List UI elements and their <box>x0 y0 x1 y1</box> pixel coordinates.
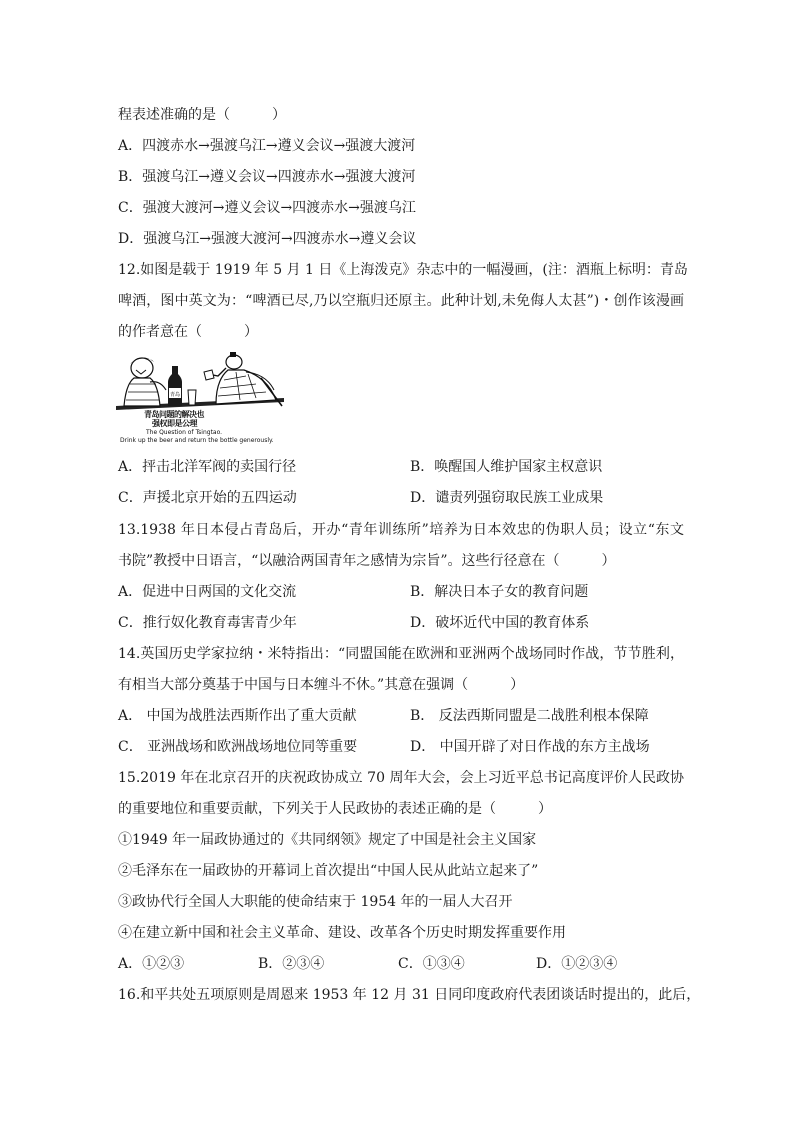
q15-option-d: D．①②③④ <box>536 956 618 972</box>
cartoon-caption-en-1: The Question of Tsingtao. <box>146 429 223 436</box>
q12-option-a: A．抨击北洋军阀的卖国行径 <box>118 459 297 475</box>
q15-option-b: B．②③④ <box>258 956 325 972</box>
q12-stem-line-1: 12.如图是载于 1919 年 5 月 1 日《上海泼克》杂志中的一幅漫画，(注：酒瓶上标明：青岛 <box>118 262 688 278</box>
q11-option-d: D．强渡乌江→强渡大渡河→四渡赤水→遵义会议 <box>118 231 417 247</box>
q16-stem-line-1: 16.和平共处五项原则是周恩来 1953 年 12 月 31 日同印度政府代表团谈话时提出的，此后， <box>118 987 701 1003</box>
cartoon-caption-cn-2: 强权即是公理 <box>152 418 197 428</box>
q15-option-a: A．①②③ <box>118 956 185 972</box>
q11-option-a: A．四渡赤水→强渡乌江→遵义会议→强渡大渡河 <box>118 138 416 154</box>
q15-item-3: ③政协代行全国人大职能的使命结束于 1954 年的一届人大召开 <box>118 894 513 910</box>
q15-item-4: ④在建立新中国和社会主义革命、建设、改革各个历史时期发挥重要作用 <box>118 925 566 941</box>
q13-option-d: D．破坏近代中国的教育体系 <box>410 615 590 631</box>
q13-option-a: A．促进中日两国的文化交流 <box>118 584 297 600</box>
q12-stem-line-3: 的作者意在（ ） <box>118 324 258 340</box>
q14-stem-line-2: 有相当大部分奠基于中国与日本缠斗不休。”其意在强调（ ） <box>118 677 525 693</box>
q12-option-c: C．声援北京开始的五四运动 <box>118 490 297 506</box>
q12-option-b: B．唤醒国人维护国家主权意识 <box>410 459 603 475</box>
q14-option-d: D． 中国开辟了对日作战的东方主战场 <box>410 739 650 755</box>
q14-option-b: B． 反法西斯同盟是二战胜利根本保障 <box>410 708 649 724</box>
q13-stem-line-2: 书院”教授中日语言，“以融洽两国青年之感情为宗旨”。这些行径意在（ ） <box>118 553 616 569</box>
q12-stem-line-2: 啤酒，图中英文为：“啤酒已尽,乃以空瓶归还原主。此种计划,未免侮人太甚”)・创作该漫画 <box>118 293 684 309</box>
cartoon-caption-en-2: Drink up the beer and return the bottle generously. <box>120 437 274 444</box>
q14-stem-line-1: 14.英国历史学家拉纳・米特指出：“同盟国能在欧洲和亚洲两个战场同时作战，节节胜利， <box>118 646 684 662</box>
q11-stem-tail: 程表述准确的是（ ） <box>118 107 286 123</box>
q13-option-c: C．推行奴化教育毒害青少年 <box>118 615 297 631</box>
q14-option-a: A． 中国为战胜法西斯作出了重大贡献 <box>118 708 357 724</box>
q11-option-c: C．强渡大渡河→遵义会议→四渡赤水→强渡乌江 <box>118 200 416 216</box>
q11-option-b: B．强渡乌江→遵义会议→四渡赤水→强渡大渡河 <box>118 169 416 185</box>
q12-option-d: D．谴责列强窃取民族工业成果 <box>410 490 604 506</box>
bottle-label: 青岛 <box>169 392 181 398</box>
q15-option-c: C．①③④ <box>398 956 465 972</box>
q15-stem-line-1: 15.2019 年在北京召开的庆祝政协成立 70 周年大会，会上习近平总书记高度评价人民政协 <box>118 770 684 786</box>
cartoon-caption-cn-1: 青岛问题的解决也 <box>144 409 204 419</box>
q14-option-c: C． 亚洲战场和欧洲战场地位同等重要 <box>118 739 358 755</box>
q15-item-1: ①1949 年一届政协通过的《共同纲领》规定了中国是社会主义国家 <box>118 832 537 848</box>
cartoon-figure <box>116 350 284 444</box>
q15-stem-line-2: 的重要地位和重要贡献，下列关于人民政协的表述正确的是（ ） <box>118 801 552 817</box>
q13-option-b: B．解决日本子女的教育问题 <box>410 584 589 600</box>
q15-item-2: ②毛泽东在一届政协的开幕词上首次提出“中国人民从此站立起来了” <box>118 863 539 879</box>
q13-stem-line-1: 13.1938 年日本侵占青岛后，开办“青年训练所”培养为日本效忠的伪职人员；设立“东文 <box>118 522 684 538</box>
